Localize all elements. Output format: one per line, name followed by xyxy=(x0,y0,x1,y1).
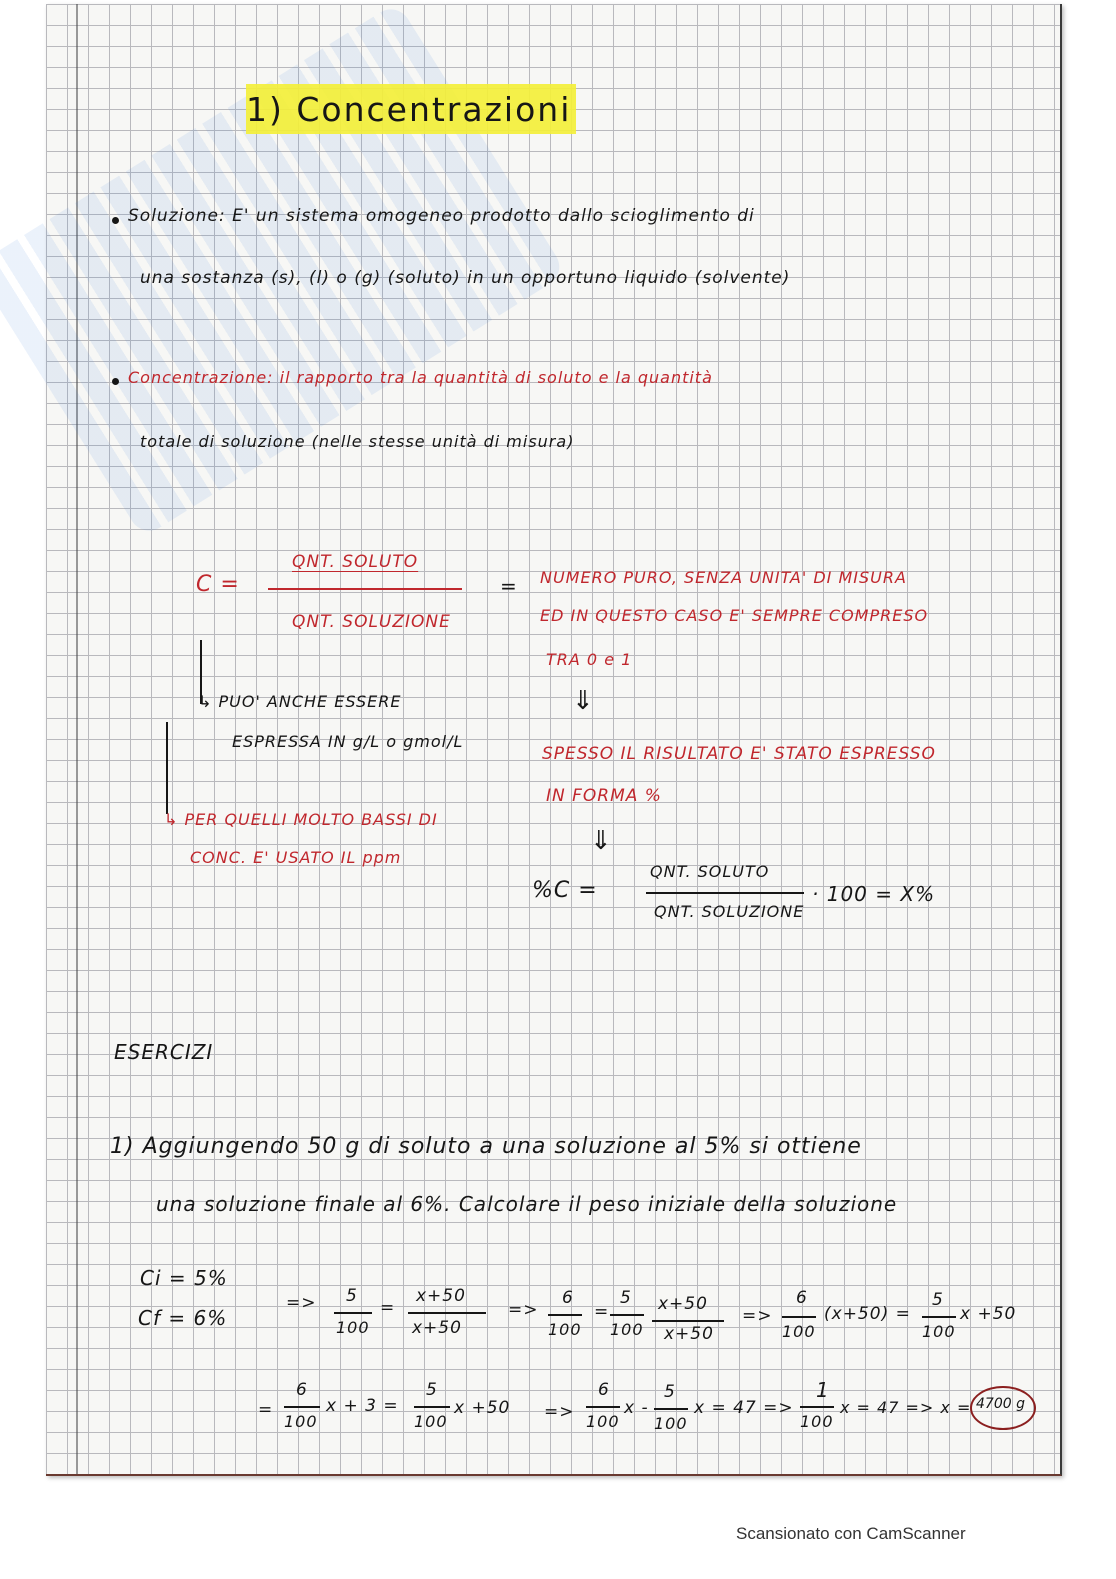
implies-arrow: => xyxy=(508,1300,539,1320)
frac-num-5: 5 xyxy=(346,1286,358,1306)
def-concentrazione-line1: Concentrazione: il rapporto tra la quantità di soluto e la quantità xyxy=(128,368,713,387)
frac-num-5: 5 xyxy=(664,1382,676,1402)
frac-den-100: 100 xyxy=(336,1318,370,1337)
fraction-bar xyxy=(654,1408,688,1410)
pct-tail: · 100 = X% xyxy=(812,882,936,906)
exercises-heading: ESERCIZI xyxy=(114,1040,214,1064)
def-concentrazione-line2: totale di soluzione (nelle stesse unità di misura) xyxy=(140,432,575,451)
fraction-bar xyxy=(610,1314,644,1316)
expr-x-plus-3: x + 3 = xyxy=(326,1396,399,1416)
fraction-bar xyxy=(922,1316,956,1318)
equals-sign: = xyxy=(380,1298,396,1318)
fraction-bar xyxy=(334,1312,372,1314)
implies-arrow: => xyxy=(544,1402,575,1422)
expr-x-plus-50: x +50 xyxy=(454,1398,511,1418)
down-arrow-icon: ⇓ xyxy=(572,686,595,716)
equals-sign: = xyxy=(594,1302,610,1322)
note-tra-0-1: TRA 0 e 1 xyxy=(546,650,633,669)
fraction-bar xyxy=(652,1320,724,1322)
fraction-bar xyxy=(800,1406,834,1408)
frac-den-100: 100 xyxy=(922,1322,956,1341)
frac-num-x50: x+50 xyxy=(416,1286,466,1306)
def-soluzione-line2: una sostanza (s), (l) o (g) (soluto) in un opportuno liquido (solvente) xyxy=(140,268,791,288)
cf-value: Cf = 6% xyxy=(138,1306,228,1330)
fraction-bar xyxy=(782,1316,816,1318)
expr-x-equals-47: x = 47 => xyxy=(694,1398,794,1418)
frac-den-100: 100 xyxy=(782,1322,816,1341)
equals-sign: = xyxy=(500,574,518,598)
fraction-numerator: QNT. SOLUTO xyxy=(292,552,419,572)
pct-c-label: %C = xyxy=(532,878,598,903)
paren-expression: (x+50) = xyxy=(824,1304,911,1324)
frac-den-100: 100 xyxy=(586,1412,620,1431)
pct-denominator: QNT. SOLUZIONE xyxy=(654,902,805,921)
frac-num-5: 5 xyxy=(932,1290,944,1310)
branch-puo-essere: ↳ PUO' ANCHE ESSERE xyxy=(198,692,402,711)
camscanner-footer: Scansionato con CamScanner xyxy=(736,1524,966,1543)
exercise-1-line1: 1) Aggiungendo 50 g di soluto a una soluzione al 5% si ottiene xyxy=(110,1134,862,1159)
expr-final: x = 47 => x = xyxy=(840,1398,972,1417)
def-soluzione-line1: Soluzione: E' un sistema omogeneo prodotto dallo scioglimento di xyxy=(128,206,755,226)
frac-num-5: 5 xyxy=(426,1380,438,1400)
branch-bracket xyxy=(166,722,168,814)
frac-num-6: 6 xyxy=(598,1380,610,1400)
fraction-bar xyxy=(414,1406,450,1408)
exercise-1-line2: una soluzione finale al 6%. Calcolare il peso iniziale della soluzione xyxy=(156,1192,898,1216)
frac-num-6: 6 xyxy=(296,1380,308,1400)
implies-arrow: => xyxy=(286,1293,317,1313)
c-label: C = xyxy=(196,572,240,597)
note-forma-percent: IN FORMA % xyxy=(546,786,662,806)
frac-den-100: 100 xyxy=(548,1320,582,1339)
equals-sign: = xyxy=(258,1400,274,1420)
plus-50-term: x +50 xyxy=(960,1304,1017,1324)
frac-num-6: 6 xyxy=(796,1288,808,1308)
branch-ppm: CONC. E' USATO IL ppm xyxy=(190,848,402,867)
expr-x-minus: x - xyxy=(624,1398,649,1418)
note-spesso: SPESSO IL RISULTATO E' STATO ESPRESSO xyxy=(542,744,936,764)
branch-molto-bassi: ↳ PER QUELLI MOLTO BASSI DI xyxy=(164,810,438,829)
frac-den-x50: x+50 xyxy=(412,1318,462,1338)
pct-numerator: QNT. SOLUTO xyxy=(650,862,770,881)
frac-den-100: 100 xyxy=(414,1412,448,1431)
fraction-bar xyxy=(548,1314,582,1316)
frac-num-6: 6 xyxy=(562,1288,574,1308)
fraction-bar xyxy=(586,1406,620,1408)
bullet-icon xyxy=(112,378,119,385)
fraction-bar xyxy=(408,1312,486,1314)
frac-den-100: 100 xyxy=(800,1412,834,1431)
down-arrow-icon: ⇓ xyxy=(590,826,613,856)
answer-value: 4700 g xyxy=(976,1396,1025,1412)
frac-num-5: 5 xyxy=(620,1288,632,1308)
frac-den-100: 100 xyxy=(610,1320,644,1339)
fraction-bar xyxy=(284,1406,320,1408)
fraction-denominator: QNT. SOLUZIONE xyxy=(292,612,451,632)
frac-num-1: 1 xyxy=(816,1378,830,1402)
ci-value: Ci = 5% xyxy=(140,1266,228,1290)
frac-den-100: 100 xyxy=(654,1414,688,1433)
implies-arrow: => xyxy=(742,1306,773,1326)
frac-den-100: 100 xyxy=(284,1412,318,1431)
pct-fraction-bar xyxy=(646,892,804,894)
branch-espressa: ESPRESSA IN g/L o gmol/L xyxy=(232,732,464,751)
bullet-icon xyxy=(112,217,119,224)
note-compreso: ED IN QUESTO CASO E' SEMPRE COMPRESO xyxy=(540,606,929,625)
page-title: 1) Concentrazioni xyxy=(246,90,572,129)
frac-den-x50: x+50 xyxy=(664,1324,714,1344)
note-numero-puro: NUMERO PURO, SENZA UNITA' DI MISURA xyxy=(540,568,907,587)
fraction-bar xyxy=(268,588,462,590)
frac-num-x50: x+50 xyxy=(658,1294,708,1314)
